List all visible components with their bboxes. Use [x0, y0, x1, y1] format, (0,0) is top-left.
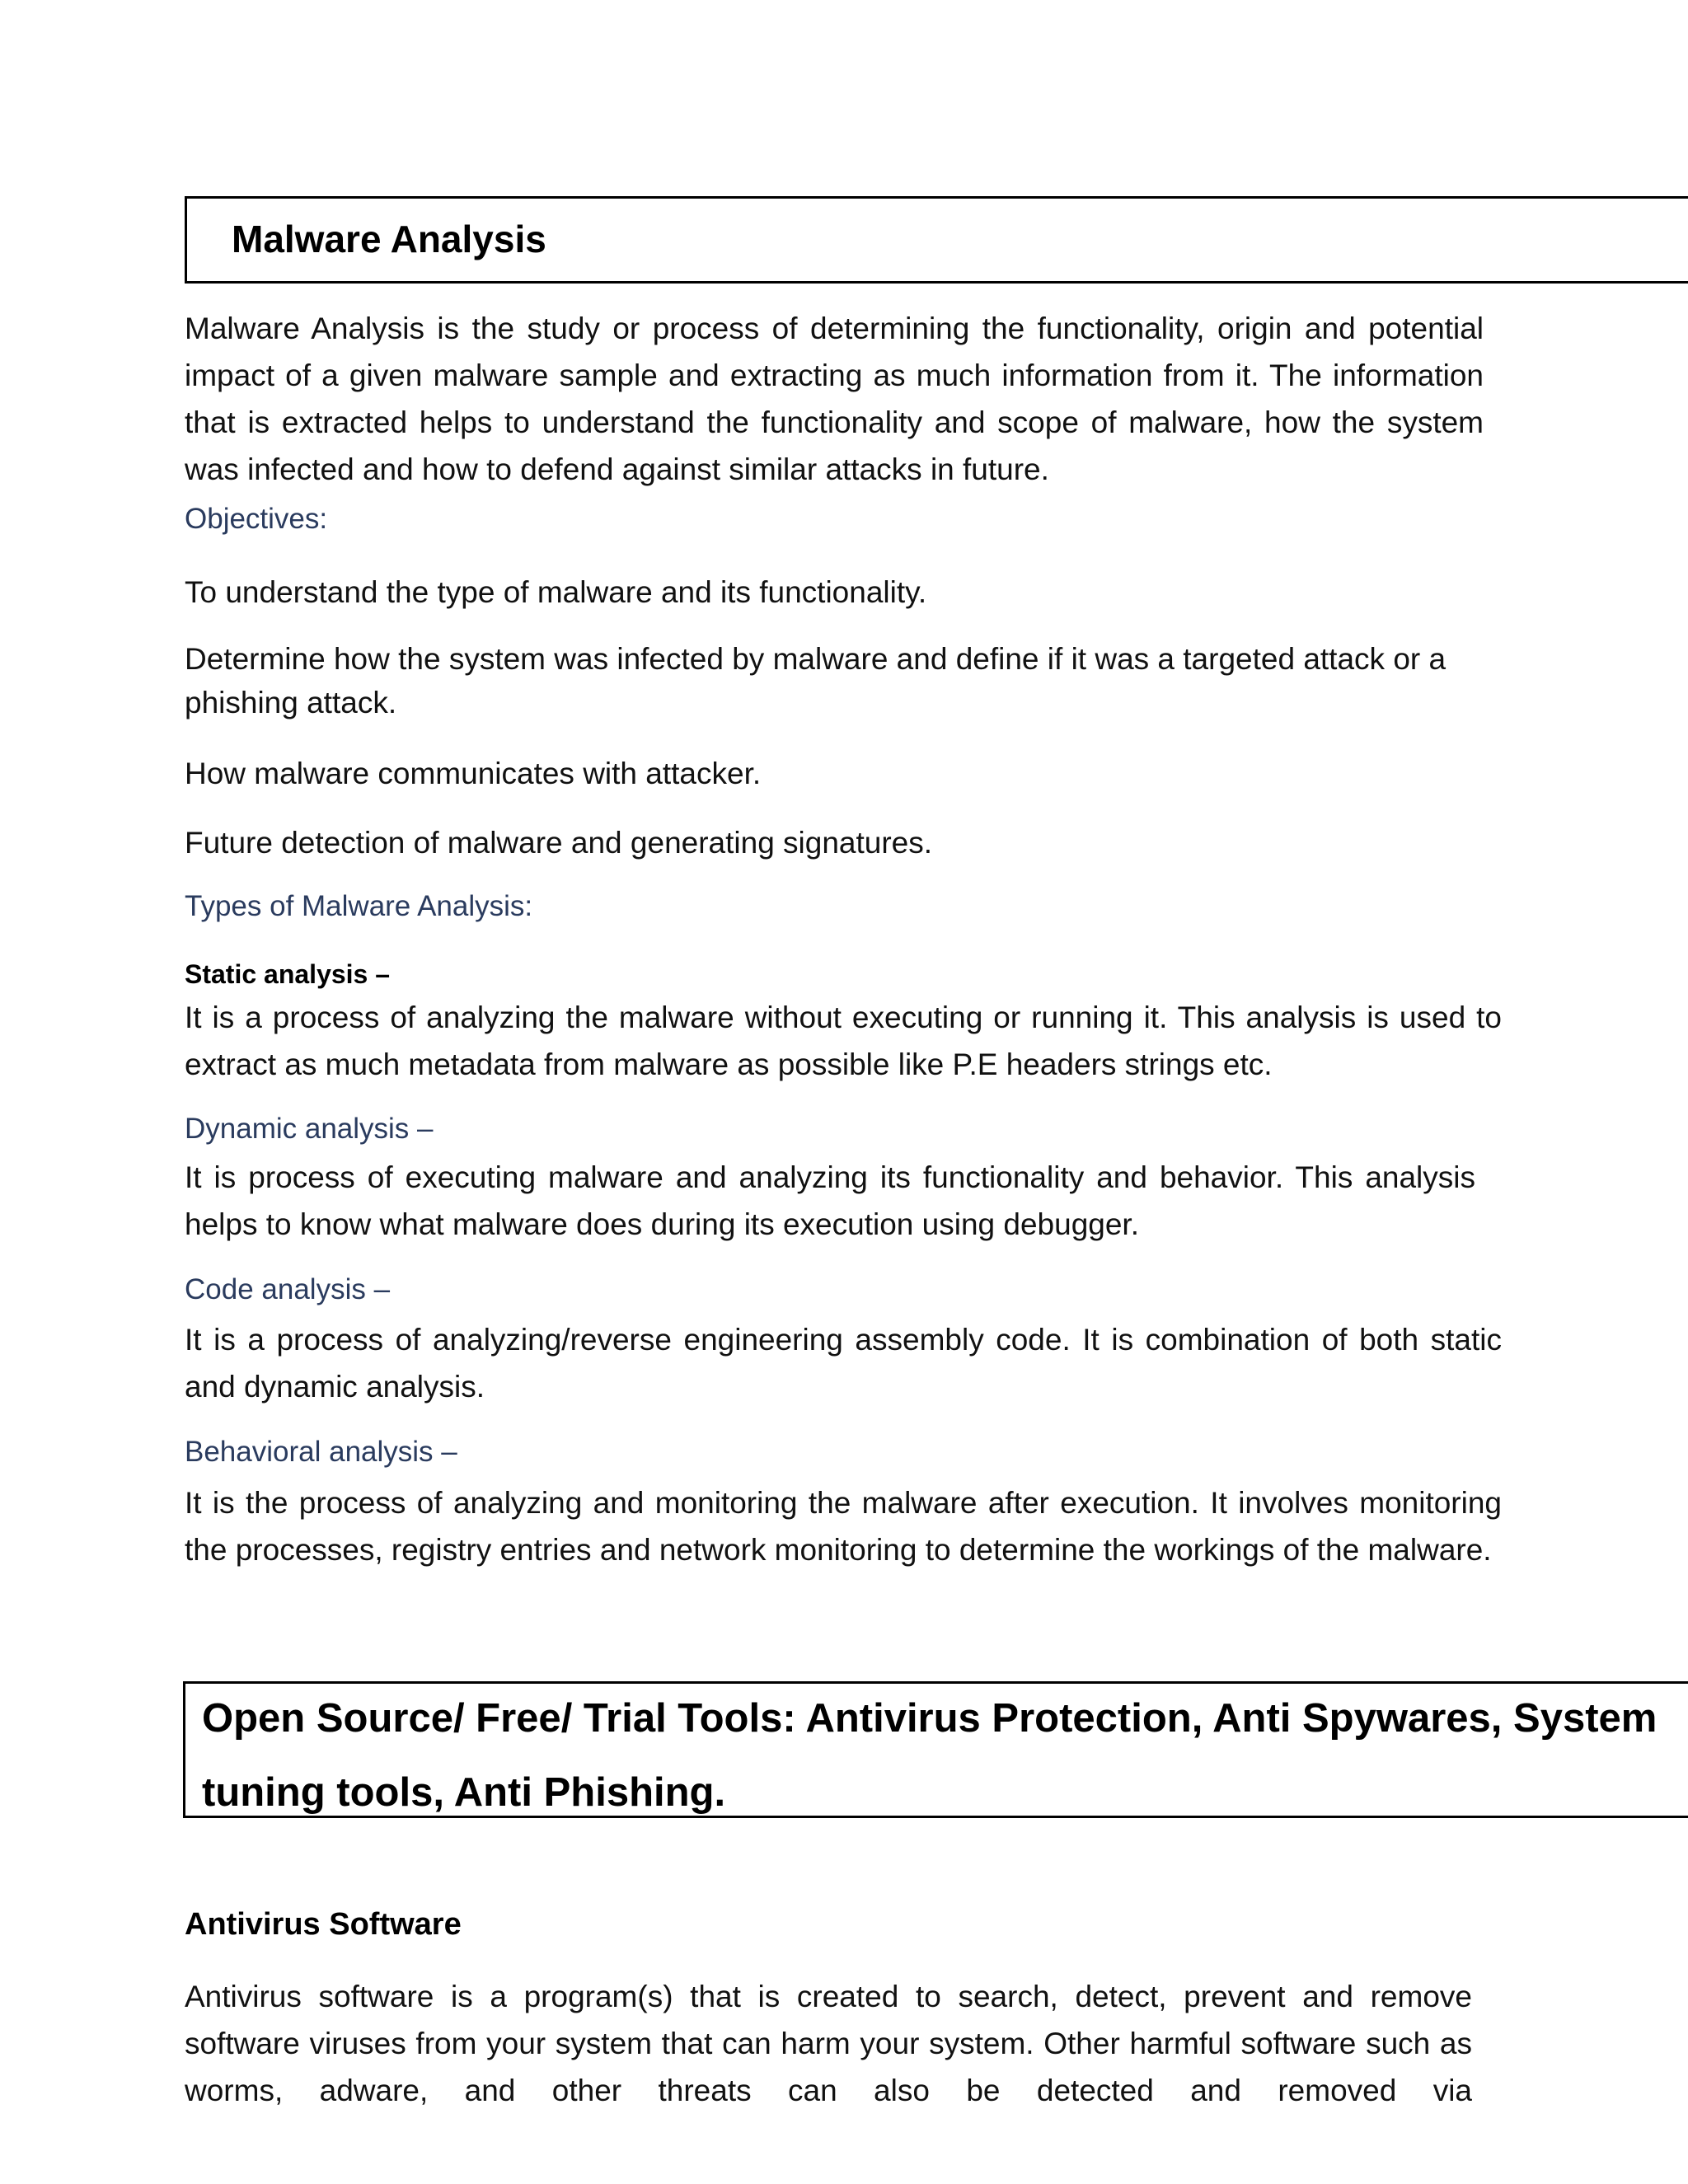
subsection-title: Antivirus Software [185, 1907, 462, 1942]
objective-item: How malware communicates with attacker. [185, 757, 762, 790]
types-heading: Types of Malware Analysis: [185, 890, 533, 922]
section-title-box [185, 196, 1688, 284]
objective-item: To understand the type of malware and its functionality. [185, 575, 927, 609]
type-description-static: It is a process of analyzing the malware without executing or running it. This analysis is used to extract as much metadata from malware as possible like P.E headers strings etc. [185, 1001, 1502, 1081]
section2-title-box [183, 1681, 1688, 1818]
type-description-dynamic: It is process of executing malware and analyzing its functionality and behavior. This analysis helps to know what malware does during its execution using debugger. [185, 1160, 1475, 1241]
type-label-static: Static analysis – [185, 959, 391, 989]
objective-item: Future detection of malware and generating signatures. [185, 826, 933, 860]
objective-item: Determine how the system was infected by malware and define if it was a targeted attack or a phishing attack. [185, 642, 1447, 719]
type-description-code: It is a process of analyzing/reverse engineering assembly code. It is combination of both static and dynamic analysis. [185, 1323, 1502, 1404]
subsection-paragraph: Antivirus software is a program(s) that is created to search, detect, prevent and remove software viruses from your system that can harm your system. Other harmful software such as worms, adware, and other threats can also be detected and removed via [185, 1980, 1472, 2107]
objectives-heading: Objectives: [185, 503, 328, 535]
type-label-behavioral: Behavioral analysis – [185, 1436, 457, 1468]
section-title: Malware Analysis [232, 218, 546, 260]
intro-paragraph: Malware Analysis is the study or process of determining the functionality, origin and potential impact of a given malware sample and extracting as much information from it. The information that is extracted helps to understand the functionality and scope of malware, how the system was infected and how to defend against similar attacks in future. [185, 312, 1484, 486]
type-label-code: Code analysis – [185, 1273, 391, 1305]
section2-title-line2: tuning tools, Anti Phishing. [202, 1770, 726, 1815]
type-description-behavioral: It is the process of analyzing and monitoring the malware after execution. It involves monitoring the processes, registry entries and network monitoring to determine the workings of the malware. [185, 1486, 1502, 1567]
type-label-dynamic: Dynamic analysis – [185, 1113, 434, 1145]
section2-title-line1: Open Source/ Free/ Trial Tools: Antivirus Protection, Anti Spywares, System [202, 1696, 1658, 1741]
